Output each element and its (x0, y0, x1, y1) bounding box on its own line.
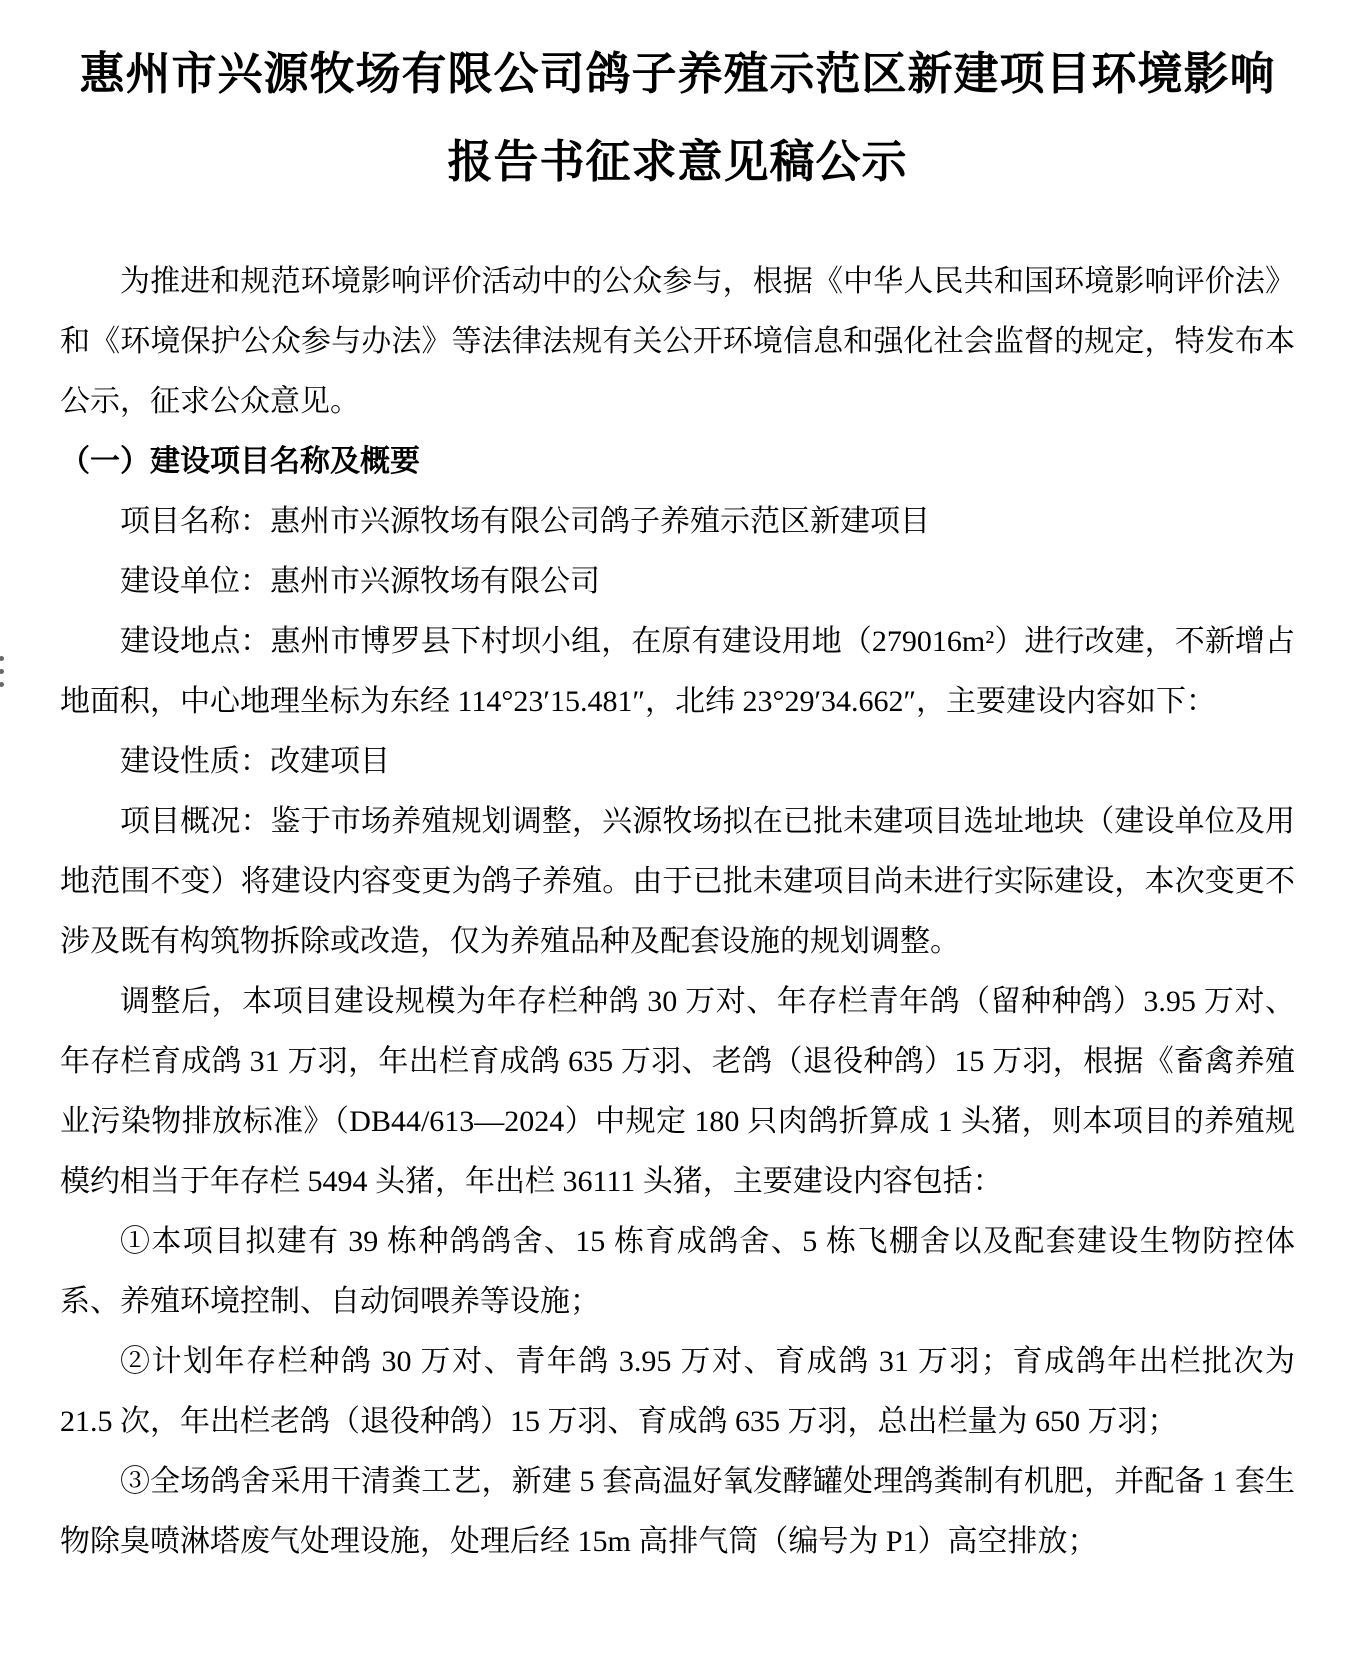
construction-unit-line: 建设单位：惠州市兴源牧场有限公司 (120, 565, 600, 598)
intro-paragraph: 为推进和规范环境影响评价活动中的公众参与，根据《中华人民共和国环境影响评价法》和《环境保护公众参与办法》等法律法规有关公开环境信息和强化社会监督的规定，特发布本公示，征求公众意见。 (60, 265, 1295, 418)
scale-adjustment-paragraph: 调整后，本项目建设规模为年存栏种鸽 30 万对、年存栏青年鸽（留种种鸽）3.95 万对、年存栏育成鸽 31 万羽，年出栏育成鸽 635 万羽、老鸽（退役种鸽）15 万羽，根据《畜禽养殖业污染物排放标准》（DB44/613—2024）中规定 180 只肉鸽折算成 1 头猪，则本项目的养殖规模约相当于年存栏 5494 头猪，年出栏 36111 头猪，主要建设内容包括： (60, 985, 1295, 1198)
document-body (60, 252, 1295, 1572)
drag-handle-dot-icon (0, 682, 4, 687)
build-item-3-paragraph: ③全场鸽舍采用干清粪工艺，新建 5 套高温好氧发酵罐处理鸽粪制有机肥，并配备 1 套生物除臭喷淋塔废气处理设施，处理后经 15m 高排气筒（编号为 P1）高空排放； (60, 1465, 1295, 1558)
build-item-1-paragraph: ①本项目拟建有 39 栋种鸽鸽舍、15 栋育成鸽舍、5 栋飞棚舍以及配套建设生物防控体系、养殖环境控制、自动饲喂养等设施； (60, 1225, 1295, 1318)
project-name-line: 项目名称：惠州市兴源牧场有限公司鸽子养殖示范区新建项目 (120, 505, 930, 538)
document-title-line-2: 报告书征求意见稿公示 (447, 137, 908, 187)
section-1-heading: （一）建设项目名称及概要 (60, 445, 420, 478)
drag-handle-dot-icon (0, 669, 4, 674)
drag-handle-dot-icon (0, 656, 4, 661)
document-title-line-1: 惠州市兴源牧场有限公司鸽子养殖示范区新建项目环境影响 (79, 49, 1276, 99)
project-overview-paragraph: 项目概况：鉴于市场养殖规划调整，兴源牧场拟在已批未建项目选址地块（建设单位及用地范围不变）将建设内容变更为鸽子养殖。由于已批未建项目尚未进行实际建设，本次变更不涉及既有构筑物拆除或改造，仅为养殖品种及配套设施的规划调整。 (60, 805, 1295, 958)
build-item-2-paragraph: ②计划年存栏种鸽 30 万对、青年鸽 3.95 万对、育成鸽 31 万羽；育成鸽年出栏批次为 21.5 次，年出栏老鸽（退役种鸽）15 万羽、育成鸽 635 万羽，总出栏量为 650 万羽； (60, 1345, 1295, 1438)
construction-nature-line: 建设性质：改建项目 (120, 745, 390, 778)
document-title (0, 0, 1355, 206)
construction-site-paragraph: 建设地点：惠州市博罗县下村坝小组，在原有建设用地（279016m²）进行改建，不新增占地面积，中心地理坐标为东经 114°23′15.481″，北纬 23°29′34.662″，主要建设内容如下： (60, 625, 1295, 718)
drag-handle-dots[interactable] (0, 656, 4, 687)
